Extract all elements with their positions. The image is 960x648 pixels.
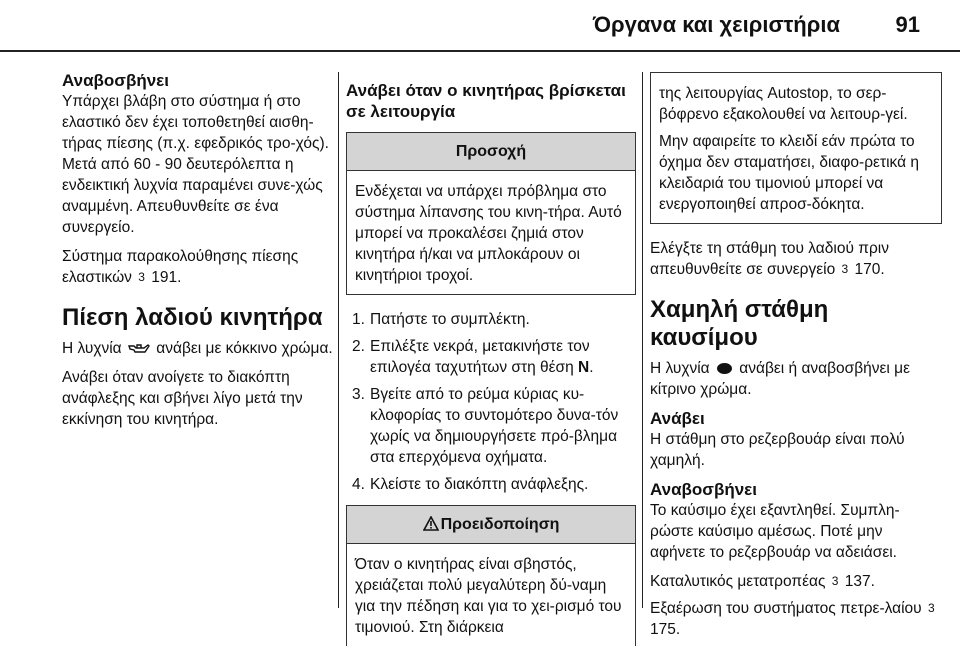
page-ref-icon: 3 — [831, 574, 839, 588]
column-2 — [346, 80, 636, 646]
tpms-ref-page: 191. — [151, 269, 182, 286]
list-item: 4. Κλείστε το διακόπτη ανάφλεξης. — [352, 476, 589, 493]
warning-box — [346, 505, 636, 646]
header-title: Όργανα και χειριστήρια — [592, 12, 840, 37]
list-item: 1. Πατήστε το συμπλέκτη. — [352, 311, 530, 328]
caution-box — [346, 132, 636, 295]
tpms-ref-text: Σύστημα παρακολούθησης πίεσης ελαστικών — [62, 248, 299, 286]
column-divider-2 — [642, 72, 643, 608]
caution-body: Ενδέχεται να υπάρχει πρόβλημα στο σύστημα λίπανσης του κινη-τήρα. Αυτό μπορεί να προκαλέσει ζημιά στον κινητήρα ή/και να μπλοκάρουν οι κινητήριοι τροχοί. — [355, 183, 622, 284]
heading-flashing: Αναβοσβήνει — [62, 71, 169, 90]
warning-header — [347, 506, 635, 544]
heading-flashing: Αναβοσβήνει — [650, 480, 757, 499]
gear-neutral-label: N — [578, 359, 590, 376]
oil-lamp-text-a: Η λυχνία — [62, 340, 122, 357]
heading-lit: Ανάβει — [650, 409, 705, 428]
page-ref-icon: 3 — [927, 601, 935, 615]
paragraph-check-oil: Ελέγξτε τη στάθμη του λαδιού πριν απευθυνθείτε σε συνεργείο 3 170. — [650, 240, 889, 278]
column-3 — [650, 72, 942, 648]
paragraph-oil-lights: Ανάβει όταν ανοίγετε το διακόπτη ανάφλεξης και σβήνει λίγο μετά την εκκίνηση του κινητήρα. — [62, 369, 303, 428]
warning-cont-p2: Μην αφαιρείτε το κλειδί εάν πρώτα το όχημα δεν σταματήσει, διαφο-ρετικά η κλειδαριά του τιμονιού μπορεί να ενεργοποιηθεί απροσ-δόκητα. — [659, 133, 919, 213]
page-number: 91 — [895, 12, 920, 37]
steps-list — [346, 309, 636, 495]
paragraph-oil-lamp — [62, 338, 334, 359]
fuel-lamp-icon — [717, 363, 732, 374]
list-item: 3. Βγείτε από το ρεύμα κύριας κυ-κλοφορίας το συντομότερο δυνα-τόν χωρίς να δημιουργήσετε πρό-βλημα στα επερχόμενα οχήματα. — [352, 386, 619, 466]
paragraph-fuel-flashing: Το καύσιμο έχει εξαντληθεί. Συμπλη-ρώστε καύσιμο αμέσως. Ποτέ μην αφήνετε το ρεζερβουάρ να αδειάσει. — [650, 502, 900, 561]
warning-cont-p1: της λειτουργίας Autostop, το σερ-βόφρενο εξακολουθεί να λειτουρ-γεί. — [659, 85, 908, 123]
oil-lamp-text-b: ανάβει με κόκκινο χρώμα. — [156, 340, 333, 357]
warning-box-continued — [650, 72, 942, 224]
heading-low-fuel: Χαμηλή στάθμη καυσίμου — [650, 296, 829, 351]
header-rule — [0, 50, 960, 52]
heading-oil-pressure: Πίεση λαδιού κινητήρα — [62, 304, 323, 331]
list-item: 2. Επιλέξτε νεκρά, μετακινήστε τον επιλογέα ταχυτήτων στη θέση N. — [352, 338, 594, 376]
paragraph-evap-ref: Εξαέρωση του συστήματος πετρε-λαίου 3 175. — [650, 600, 935, 638]
paragraph-tpms-ref — [62, 246, 334, 288]
warning-body: Όταν ο κινητήρας είναι σβηστός, χρειάζεται πολύ μεγαλύτερη δύ-ναμη για την πέδηση και για το χει-ρισμό του τιμονιού. Στη διάρκεια — [355, 556, 622, 636]
caution-title: Προσοχή — [347, 133, 635, 171]
page-ref-icon: 3 — [841, 262, 849, 276]
warning-triangle-icon — [423, 516, 439, 531]
paragraph-fuel-lamp: Η λυχνία ανάβει ή αναβοσβήνει με κίτρινο χρώμα. — [650, 360, 911, 398]
oil-can-icon — [128, 342, 150, 354]
column-1 — [62, 70, 334, 438]
paragraph-flashing: Υπάρχει βλάβη στο σύστημα ή στο ελαστικό δεν έχει τοποθετηθεί αισθη-τήρας πίεσης (π.χ. εφεδρικός τρο-χός). Μετά από 60 - 90 δευτερόλεπτα η ενδεικτική λυχνία παραμένει συνε-χώς αναμμένη. Απευθυνθείτε σε ένα συνεργείο. — [62, 93, 329, 236]
warning-title: Προειδοποίηση — [440, 516, 560, 533]
heading-engine-running: Ανάβει όταν ο κινητήρας βρίσκεται σε λειτουργία — [346, 81, 626, 121]
column-divider-1 — [338, 72, 339, 608]
paragraph-catalytic-ref: Καταλυτικός μετατροπέας 3 137. — [650, 573, 875, 590]
page-ref-icon: 3 — [138, 270, 145, 284]
paragraph-lit: Η στάθμη στο ρεζερβουάρ είναι πολύ χαμηλή. — [650, 431, 905, 469]
